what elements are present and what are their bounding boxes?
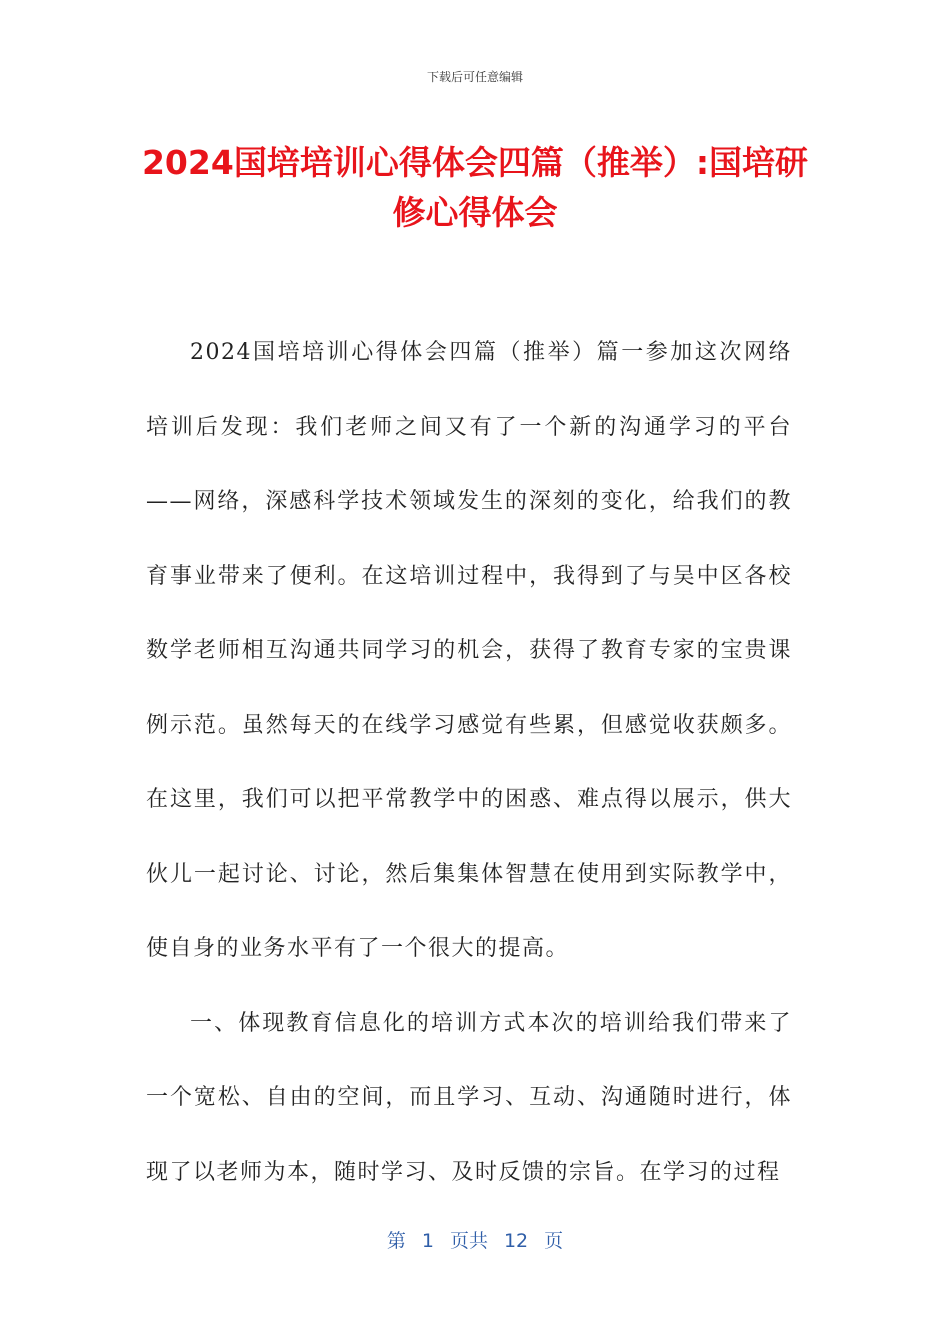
page-footer: [0, 1226, 950, 1253]
document-title: 2024国培培训心得体会四篇（推举）:国培研修心得体会: [141, 143, 809, 232]
footer-prefix: 第: [386, 1230, 406, 1252]
header-note: 下载后可任意编辑: [426, 70, 523, 84]
footer-suffix: 页: [544, 1230, 564, 1252]
footer-current-page: 1: [421, 1230, 434, 1252]
footer-total-pages: 12: [503, 1230, 529, 1252]
paragraph-1: 2024国培培训心得体会四篇（推举）篇一参加这次网络培训后发现：我们老师之间又有了一个新的沟通学习的平台——网络，深感科学技术领域发生的深刻的变化，给我们的教育事业带来了便利。在这培训过程中，我得到了与吴中区各校数学老师相互沟通共同学习的机会，获得了教育专家的宝贵课例示范。虽然每天的在线学习感觉有些累，但感觉收获颇多。在这里，我们可以把平常教学中的困惑、难点得以展示，供大伙儿一起讨论、讨论，然后集集体智慧在使用到实际教学中，使自身的业务水平有了一个很大的提高。: [146, 340, 792, 961]
footer-middle: 页共: [449, 1230, 488, 1252]
document-body: [146, 316, 792, 1210]
paragraph-2: 一、体现教育信息化的培训方式本次的培训给我们带来了一个宽松、自由的空间，而且学习、互动、沟通随时进行，体现了以老师为本，随时学习、及时反馈的宗旨。在学习的过程: [146, 1010, 792, 1185]
